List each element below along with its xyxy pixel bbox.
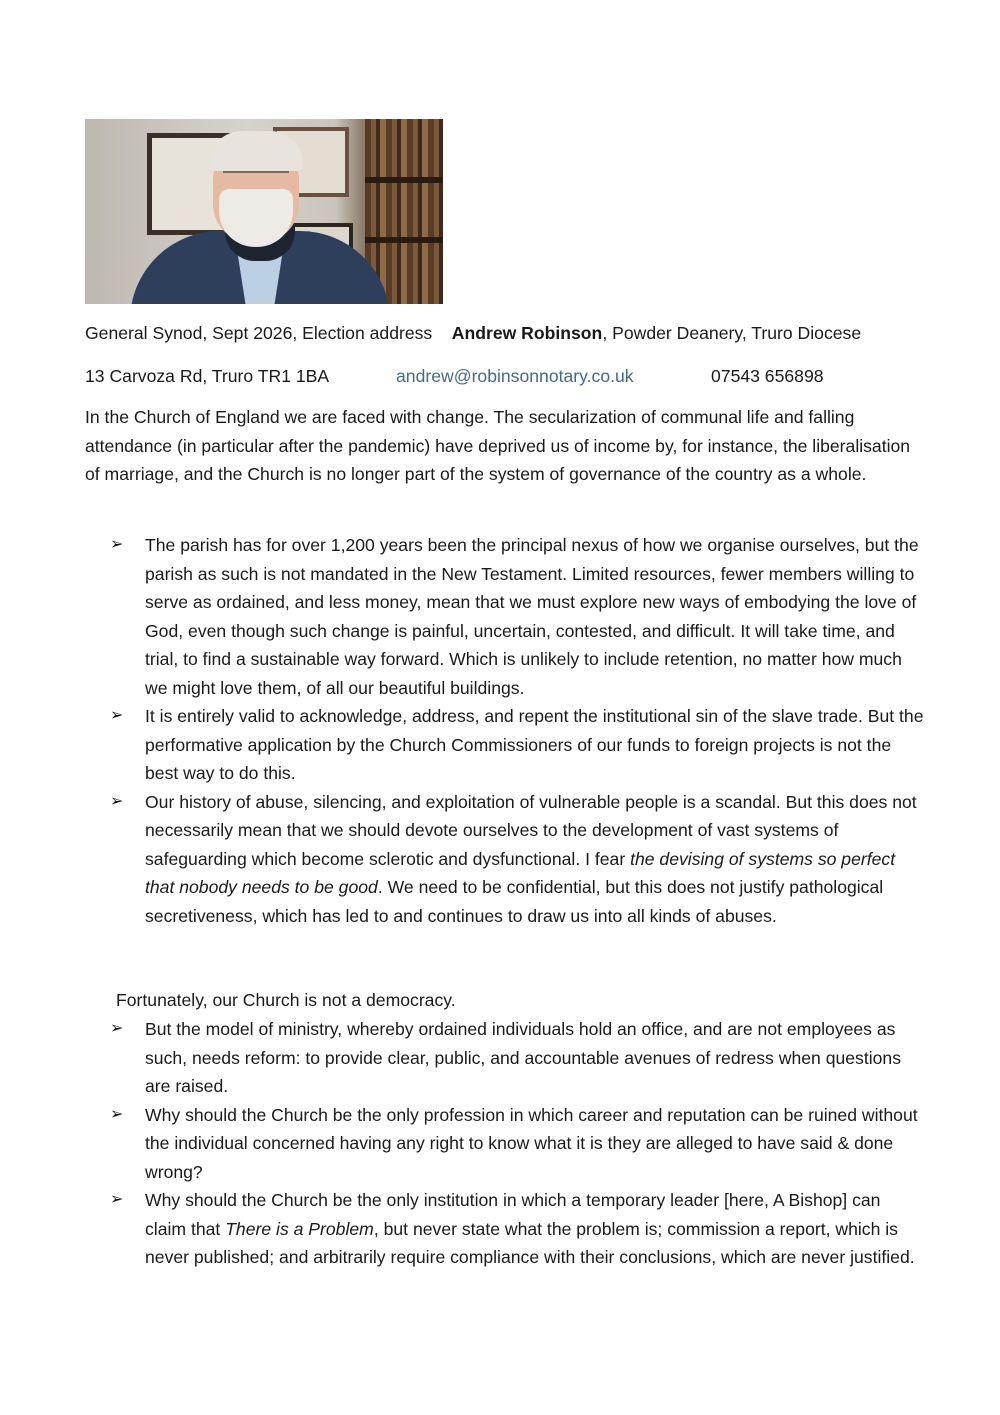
democracy-note: Fortunately, our Church is not a democracy. — [116, 990, 456, 1010]
list-item — [85, 1186, 925, 1272]
phone-number: 07543 656898 — [711, 366, 824, 386]
point-abuse-start: Our history of abuse, silencing, and exploitation of vulnerable people is a scandal. But this does not necessarily mean that we should devote ourselves to the development of vast systems of safeguarding which become sclerotic and dysfunctional. I fear — [145, 791, 917, 869]
point-abuse-text — [145, 792, 917, 926]
point-abuse-italic: the devising of systems so perfect that nobody needs to be good — [145, 848, 896, 897]
point-bishop-end: , but never state what the problem is; commission a report, which is never published; and arbitrarily require compliance with their conclusions, which are never justified. — [145, 1218, 915, 1267]
arrow-bullet-icon: ➢ — [110, 707, 124, 724]
point-bishop-start: Why should the Church be the only institution in which a temporary leader [here, A Bishop] can claim that — [145, 1190, 881, 1239]
list-item — [85, 788, 925, 931]
list-item — [85, 1015, 925, 1101]
point-profession: Why should the Church be the only profession in which career and reputation can be ruined without the individual concerned having any right to know what it is they are alleged to have said & done wrong? — [145, 1104, 918, 1182]
point-ministry: But the model of ministry, whereby ordained individuals hold an office, and are not employees as such, needs reform: to provide clear, public, and accountable avenues of redress when questions are raised. — [145, 1019, 902, 1096]
arrow-bullet-icon: ➢ — [110, 536, 124, 553]
candidate-name: Andrew Robinson — [451, 323, 603, 343]
bullet-list-second — [85, 1015, 925, 1272]
intro-paragraph: In the Church of England we are faced with change. The secularization of communal life and falling attendance (in particular after the pandemic) have deprived us of income by, for instance, the liberalisation of marriage, and the Church is no longer part of the system of governance of the country as a whole. — [85, 407, 911, 484]
point-bishop-text — [145, 1190, 915, 1267]
point-abuse-end: . We need to be confidential, but this does not justify pathological secretiveness, which has led to and continues to draw us into all kinds of abuses. — [145, 877, 884, 926]
list-item — [85, 1101, 925, 1187]
arrow-bullet-icon: ➢ — [110, 1020, 124, 1037]
point-parish: The parish has for over 1,200 years been the principal nexus of how we organise ourselves, but the parish as such is not mandated in the New Testament. Limited resources, fewer members willing to serve as ordained, and less money, mean that we must explore new ways of embodying the love of God, even though such change is painful, uncertain, contested, and difficult. It will take time, and trial, to find a sustainable way forward. Which is unlikely to include retention, no matter how much we might love them, of all our beautiful buildings. — [145, 535, 919, 698]
candidate-photo — [85, 119, 443, 304]
glasses — [223, 171, 289, 187]
point-slave-trade: It is entirely valid to acknowledge, address, and repent the institutional sin of the slave trade. But the performative application by the Church Commissioners of our funds to foreign projects is not the best way to do this. — [145, 706, 924, 783]
shelf-board — [365, 177, 443, 183]
election-title: General Synod, Sept 2026, Election address — [85, 323, 433, 343]
bullet-list-first — [85, 531, 925, 930]
arrow-bullet-icon: ➢ — [110, 1191, 124, 1208]
postal-address: 13 Carvoza Rd, Truro TR1 1BA — [85, 366, 330, 386]
email-link[interactable]: andrew@robinsonnotary.co.uk — [396, 366, 634, 386]
point-bishop-italic: There is a Problem — [225, 1218, 374, 1239]
hair — [209, 131, 303, 171]
contact-line — [85, 362, 824, 391]
deanery-diocese: , Powder Deanery, Truro Diocese — [602, 323, 862, 343]
list-item — [85, 702, 925, 788]
arrow-bullet-icon: ➢ — [110, 792, 124, 810]
shelf-board — [365, 237, 443, 243]
arrow-bullet-icon: ➢ — [110, 1105, 124, 1123]
title-line — [85, 319, 861, 348]
list-item — [85, 531, 925, 702]
